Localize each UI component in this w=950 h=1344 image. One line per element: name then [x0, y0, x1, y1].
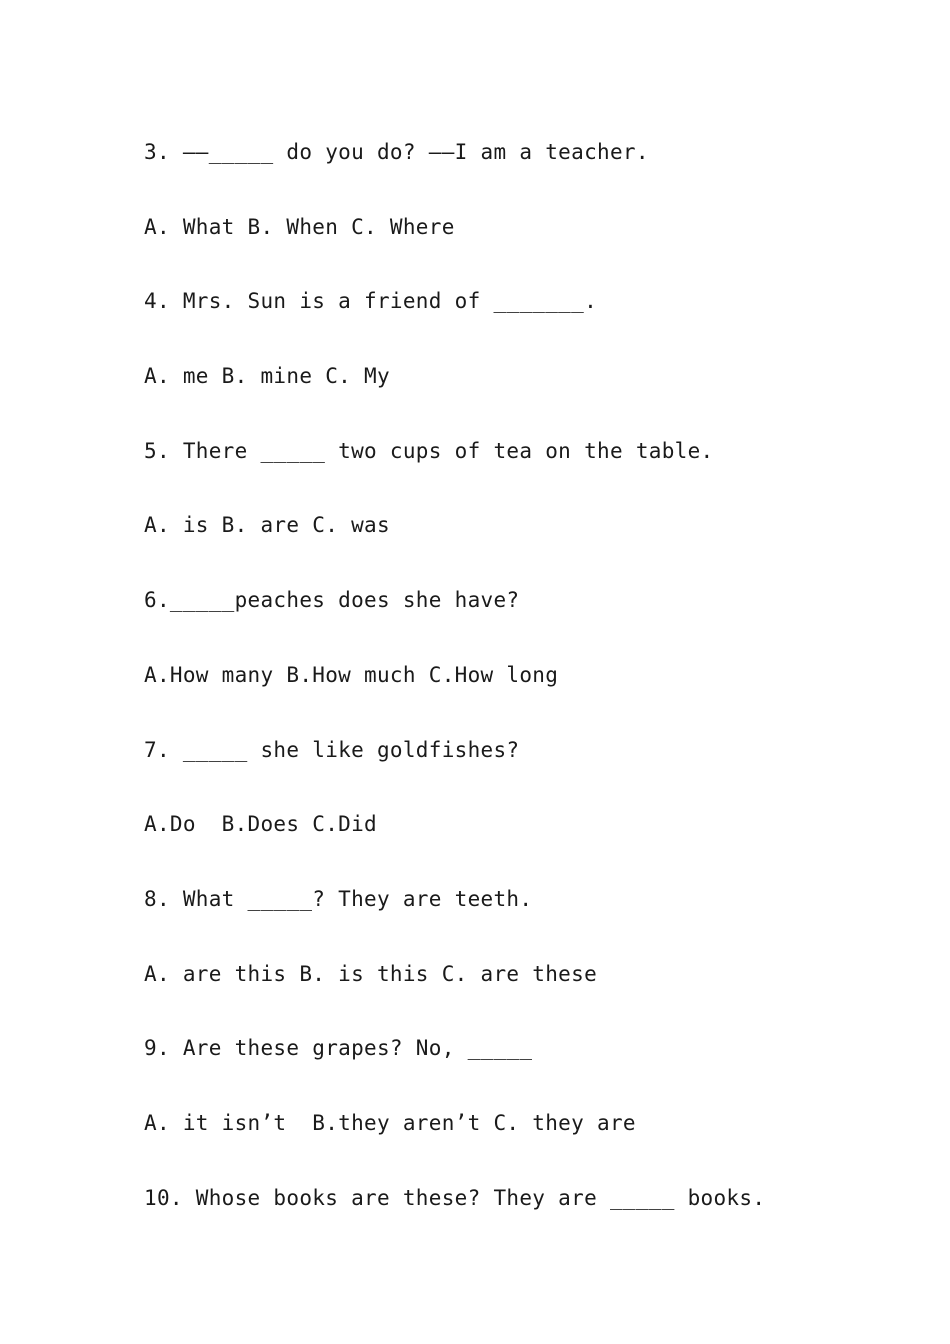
options-9: A. it isn’t B.they aren’t C. they are [144, 1110, 636, 1135]
options-7: A.Do B.Does C.Did [144, 812, 377, 837]
question-6: 6._____peaches does she have? [144, 588, 520, 613]
question-8: 8. What _____? They are teeth. [144, 886, 533, 911]
question-5: 5. There _____ two cups of tea on the table. [144, 438, 714, 463]
options-3: A. What B. When C. Where [144, 214, 455, 239]
options-6: A.How many B.How much C.How long [144, 662, 559, 687]
question-4: 4. Mrs. Sun is a friend of _______. [144, 289, 598, 314]
options-4: A. me B. mine C. My [144, 364, 390, 389]
options-8: A. are this B. is this C. are these [144, 961, 598, 986]
question-list [144, 136, 904, 1256]
question-3: 3. ——_____ do you do? ——I am a teacher. [144, 140, 649, 164]
question-10: 10. Whose books are these? They are _____ books. [144, 1185, 766, 1210]
options-5: A. is B. are C. was [144, 513, 390, 538]
question-7: 7. _____ she like goldfishes? [144, 737, 520, 762]
question-9: 9. Are these grapes? No, _____ [144, 1036, 533, 1061]
